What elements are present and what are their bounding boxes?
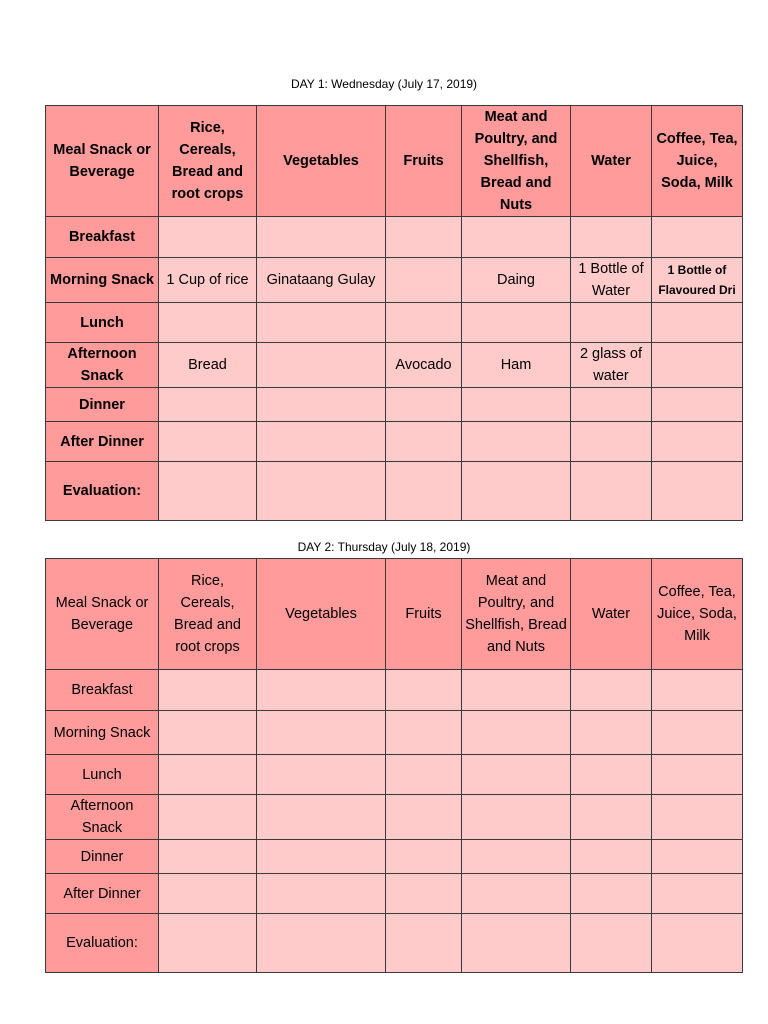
row-label-morning-snack: Morning Snack [46, 258, 159, 303]
cell-vegetables [257, 874, 386, 914]
cell-rice [159, 217, 257, 258]
cell-water [571, 795, 652, 840]
header-row [46, 106, 743, 217]
cell-fruits [386, 303, 462, 343]
cell-rice [159, 422, 257, 462]
cell-vegetables [257, 840, 386, 874]
cell-beverages [652, 343, 743, 388]
cell-beverages [652, 795, 743, 840]
row-label-evaluation: Evaluation: [46, 914, 159, 973]
header-meal: Meal Snack or Beverage [46, 106, 159, 217]
cell-meat [462, 711, 571, 755]
cell-rice: Bread [159, 343, 257, 388]
header-vegetables: Vegetables [257, 106, 386, 217]
cell-fruits [386, 462, 462, 521]
row-label-evaluation: Evaluation: [46, 462, 159, 521]
cell-fruits [386, 795, 462, 840]
cell-water [571, 388, 652, 422]
row-label-breakfast: Breakfast [46, 217, 159, 258]
header-vegetables: Vegetables [257, 559, 386, 670]
cell-water [571, 840, 652, 874]
cell-water [571, 874, 652, 914]
table-row [46, 795, 743, 840]
header-rice: Rice, Cereals, Bread and root crops [159, 559, 257, 670]
cell-meat [462, 217, 571, 258]
cell-water [571, 462, 652, 521]
cell-vegetables [257, 914, 386, 973]
cell-vegetables [257, 711, 386, 755]
header-beverages: Coffee, Tea, Juice, Soda, Milk [652, 106, 743, 217]
cell-vegetables [257, 388, 386, 422]
cell-beverages [652, 422, 743, 462]
row-label-breakfast: Breakfast [46, 670, 159, 711]
table-row [46, 670, 743, 711]
table-row [46, 462, 743, 521]
cell-water: 1 Bottle of Water [571, 258, 652, 303]
cell-fruits [386, 711, 462, 755]
cell-rice [159, 755, 257, 795]
cell-beverages [652, 874, 743, 914]
day2-title: DAY 2: Thursday (July 18, 2019) [297, 540, 471, 554]
table-row [46, 343, 743, 388]
cell-water [571, 711, 652, 755]
cell-rice [159, 462, 257, 521]
row-label-lunch: Lunch [46, 755, 159, 795]
cell-beverages [652, 840, 743, 874]
cell-water [571, 217, 652, 258]
header-fruits: Fruits [386, 106, 462, 217]
cell-water [571, 755, 652, 795]
row-label-morning-snack: Morning Snack [46, 711, 159, 755]
cell-meat: Ham [462, 343, 571, 388]
cell-rice [159, 795, 257, 840]
table-row [46, 258, 743, 303]
cell-beverages [652, 303, 743, 343]
cell-fruits [386, 840, 462, 874]
cell-beverages [652, 462, 743, 521]
cell-rice [159, 874, 257, 914]
cell-fruits [386, 217, 462, 258]
cell-meat [462, 462, 571, 521]
cell-fruits [386, 755, 462, 795]
table-row [46, 217, 743, 258]
cell-rice [159, 388, 257, 422]
header-meat: Meat and Poultry, and Shellfish, Bread and Nuts [462, 106, 571, 217]
day1-title: DAY 1: Wednesday (July 17, 2019) [290, 77, 478, 91]
cell-beverages [652, 711, 743, 755]
cell-rice [159, 711, 257, 755]
table-row [46, 874, 743, 914]
table-row [46, 303, 743, 343]
cell-beverages: 1 Bottle of Flavoured Dri [652, 258, 743, 303]
header-rice: Rice, Cereals, Bread and root crops [159, 106, 257, 217]
table-row [46, 711, 743, 755]
row-label-after-dinner: After Dinner [46, 422, 159, 462]
cell-fruits [386, 670, 462, 711]
cell-fruits [386, 914, 462, 973]
cell-water [571, 914, 652, 973]
header-row [46, 559, 743, 670]
cell-fruits [386, 874, 462, 914]
cell-fruits [386, 388, 462, 422]
cell-fruits: Avocado [386, 343, 462, 388]
cell-rice: 1 Cup of rice [159, 258, 257, 303]
day2-meal-table [45, 558, 743, 973]
cell-rice [159, 303, 257, 343]
cell-rice [159, 840, 257, 874]
cell-rice [159, 670, 257, 711]
cell-meat [462, 670, 571, 711]
cell-meat [462, 874, 571, 914]
cell-fruits [386, 422, 462, 462]
header-water: Water [571, 559, 652, 670]
cell-meat [462, 303, 571, 343]
cell-beverages [652, 755, 743, 795]
cell-vegetables: Ginataang Gulay [257, 258, 386, 303]
cell-water [571, 422, 652, 462]
cell-meat [462, 795, 571, 840]
cell-meat [462, 422, 571, 462]
cell-fruits [386, 258, 462, 303]
cell-vegetables [257, 795, 386, 840]
cell-beverages [652, 670, 743, 711]
cell-meat [462, 388, 571, 422]
row-label-dinner: Dinner [46, 388, 159, 422]
cell-meat: Daing [462, 258, 571, 303]
cell-vegetables [257, 343, 386, 388]
row-label-afternoon-snack: Afternoon Snack [46, 343, 159, 388]
cell-beverages [652, 388, 743, 422]
cell-meat [462, 840, 571, 874]
table-row [46, 914, 743, 973]
cell-vegetables [257, 217, 386, 258]
cell-water [571, 670, 652, 711]
row-label-afternoon-snack: Afternoon Snack [46, 795, 159, 840]
day1-meal-table [45, 105, 743, 521]
cell-beverages [652, 914, 743, 973]
table-row [46, 755, 743, 795]
table-row [46, 840, 743, 874]
cell-vegetables [257, 303, 386, 343]
cell-beverages [652, 217, 743, 258]
row-label-lunch: Lunch [46, 303, 159, 343]
header-meal: Meal Snack or Beverage [46, 559, 159, 670]
header-water: Water [571, 106, 652, 217]
cell-vegetables [257, 755, 386, 795]
cell-rice [159, 914, 257, 973]
cell-water [571, 303, 652, 343]
cell-meat [462, 755, 571, 795]
header-fruits: Fruits [386, 559, 462, 670]
cell-meat [462, 914, 571, 973]
cell-vegetables [257, 422, 386, 462]
row-label-after-dinner: After Dinner [46, 874, 159, 914]
table-row [46, 422, 743, 462]
cell-vegetables [257, 462, 386, 521]
table-row [46, 388, 743, 422]
header-beverages: Coffee, Tea, Juice, Soda, Milk [652, 559, 743, 670]
cell-vegetables [257, 670, 386, 711]
cell-water: 2 glass of water [571, 343, 652, 388]
header-meat: Meat and Poultry, and Shellfish, Bread and Nuts [462, 559, 571, 670]
row-label-dinner: Dinner [46, 840, 159, 874]
